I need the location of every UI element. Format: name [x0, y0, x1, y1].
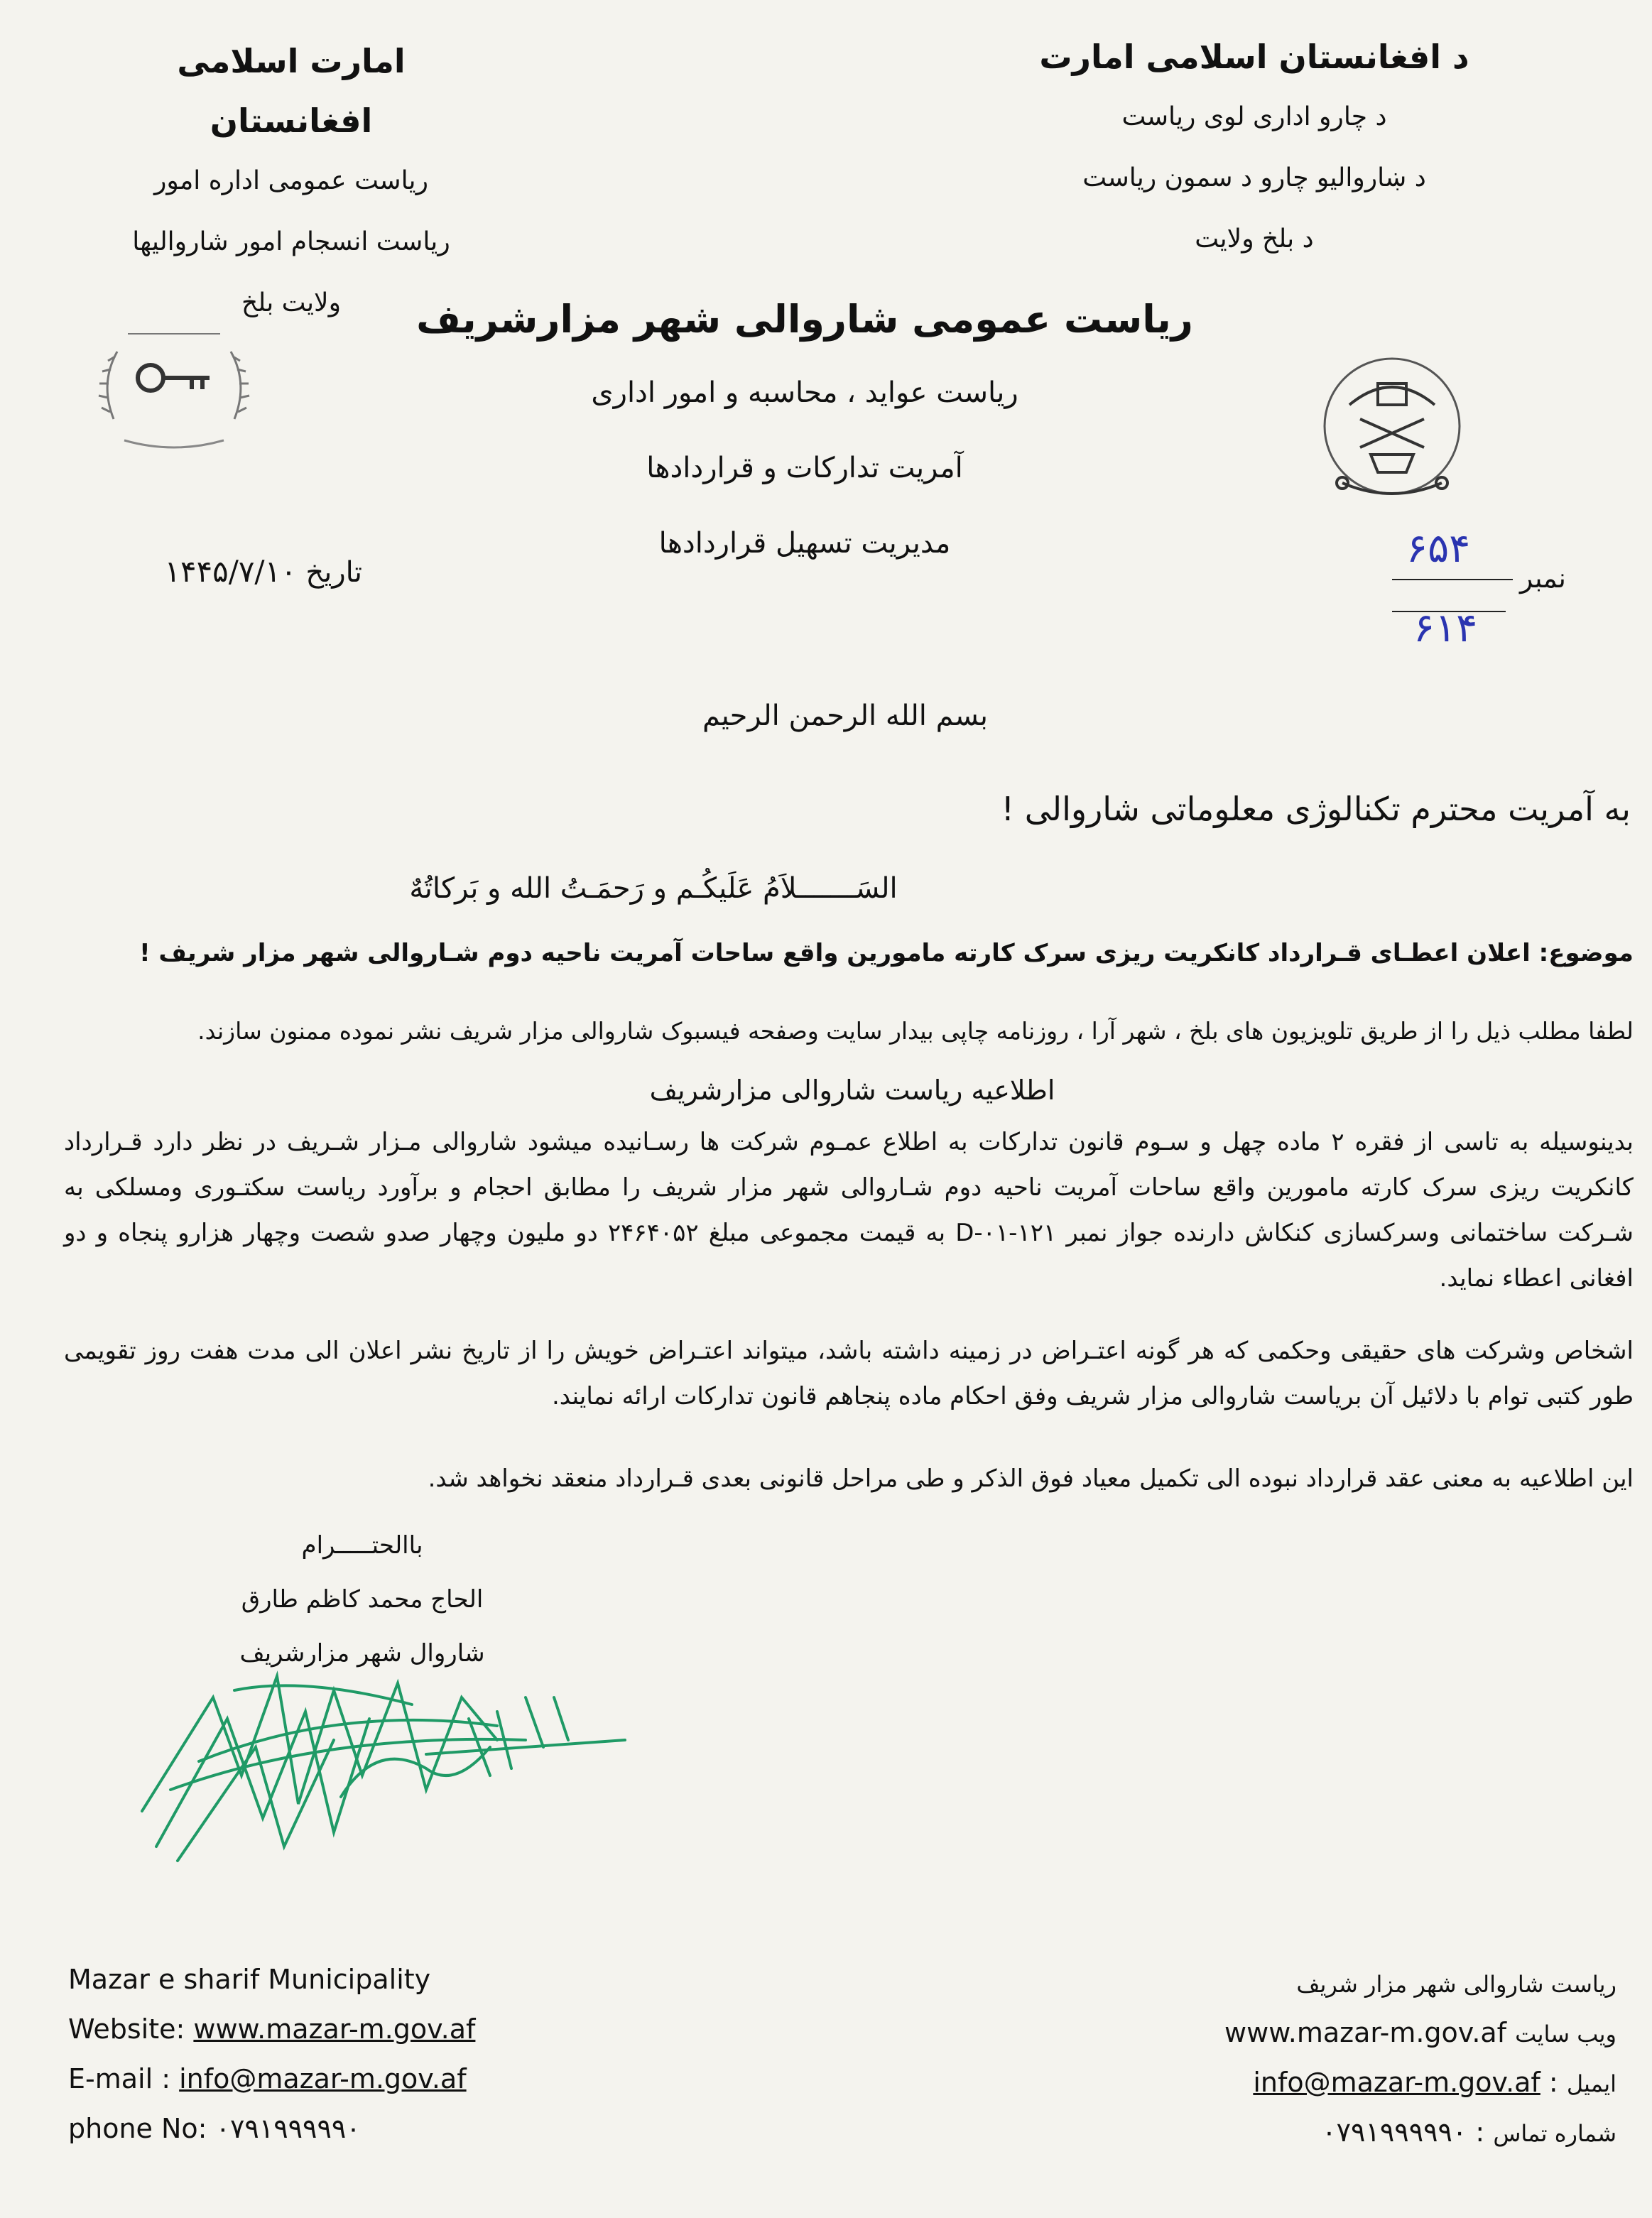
footer-right-website-row — [1119, 2008, 1616, 2058]
paragraph-1: بدینوسیله به تاسی از فقره ۲ ماده چهل و سـوم قانون تدارکات به اطلاع عمـوم شرکت ها رسـانیده میشود شاروالی مـزار شـریف در نظر دارد قـرارداد کانکریت ریزی سرک کارته مامورین واقع ساحات آمریت ناحیه دوم شـاروالی شهر مزار شریف را مطابق احجام و برآورد ریاست سکتـوری ومسلکی به شـرکت ساختمانی وسرکسازی کنکاش دارنده جواز نمبر D-۰۱-۱۲۱ به قیمت مجموعی مبلغ ۲۴۶۴۰۵۲ دو ملیون وچهار صدو شصت وچهار هزارو پنجاه و دو افغانی اعطاء نماید. — [64, 1128, 1634, 1293]
footer-right-org: ریاست شاروالی شهر مزار شریف — [1296, 1971, 1616, 1998]
footer-right-website-link[interactable]: www.mazar-m.gov.af — [1224, 2017, 1507, 2048]
footer-right-phone: ۰۷۹۱۹۹۹۹۹۰ — [1322, 2116, 1467, 2148]
header-right-line: د چارو اداری لوی ریاست — [1121, 102, 1387, 131]
header-right — [1027, 27, 1482, 270]
date-value: ۱۴۴۵/۷/۱۰ — [164, 554, 297, 589]
footer-right-email-link[interactable]: info@mazar-m.gov.af — [1253, 2067, 1540, 2098]
paragraph-3: این اطلاعیه به معنی عقد قرارداد نبوده الی تکمیل معیاد فوق الذکر و طی مراحل قانونی بعدی قـرارداد منعقد نخواهد شد. — [428, 1464, 1634, 1493]
footer-left-website-label: Website: — [68, 2013, 185, 2045]
center-header-line: ریاست عواید ، محاسبه و امور اداری — [591, 376, 1018, 409]
municipality-emblem — [85, 312, 263, 462]
subject-text: اعلان اعطـای قـرارداد کانکریت ریزی سرک کارته مامورین واقع ساحات آمریت ناحیه دوم شـاروالی شهر مزار شریف ! — [139, 939, 1531, 967]
request-text: لطفا مطلب ذیل را از طریق تلویزیون های بلخ ، شهر آرا ، روزنامه چاپی بیدار سایت وصفحه فیسبوک شاروالی مزار شریف نشر نموده ممنون سازند. — [197, 1017, 1634, 1045]
header-left-title: امارت اسلامی افغانستان — [177, 42, 406, 140]
center-header-line: آمریت تدارکات و قراردادها — [646, 452, 963, 484]
header-right-line: د ښاروالیو چارو د سمون ریاست — [1082, 163, 1426, 192]
addressee: به آمریت محترم تکنالوژی معلوماتی شاروالی ! — [1001, 790, 1631, 828]
header-left-line: ولایت بلخ — [241, 288, 341, 317]
basmala: بسم الله الرحمن الرحیم — [702, 700, 989, 732]
emirate-emblem-icon — [1307, 341, 1477, 511]
center-header-title: ریاست عمومی شاروالی شهر مزارشریف — [416, 297, 1193, 342]
footer-right-phone-label: شماره تماس — [1493, 2120, 1616, 2147]
footer-right-email-row: ایمیل : info@mazar-m.gov.af — [1253, 2067, 1616, 2098]
header-right-line: د بلخ ولایت — [1195, 224, 1314, 254]
subject-line — [71, 939, 1634, 967]
number-block — [1392, 526, 1605, 653]
header-right-title: د افغانستان اسلامی امارت — [1039, 38, 1469, 76]
closing-position: شاروال شهر مزارشریف — [239, 1639, 485, 1668]
center-header-line: مدیریت تسهیل قراردادها — [658, 527, 951, 560]
footer-left-email-label: E-mail — [68, 2063, 153, 2094]
signature-scribble — [128, 1633, 639, 1889]
footer-left-website-link[interactable]: www.mazar-m.gov.af — [193, 2013, 476, 2045]
footer-left-email-row: E-mail : info@mazar-m.gov.af — [68, 2063, 467, 2094]
number-rule — [1392, 579, 1513, 580]
number-top: ۶۵۴ — [1406, 526, 1471, 572]
notice-title: اطلاعیه ریاست شاروالی مزارشریف — [649, 1075, 1055, 1106]
key-icon — [85, 312, 263, 462]
footer-left-website-row — [68, 2004, 636, 2054]
number-label: نمبر — [1520, 562, 1566, 594]
footer-left-org: Mazar e sharif Municipality — [68, 1964, 431, 1995]
footer-left — [68, 1955, 636, 2153]
footer-right-email-label: ایمیل — [1566, 2070, 1616, 2097]
footer-left-email-link[interactable]: info@mazar-m.gov.af — [179, 2063, 467, 2094]
signature — [128, 1633, 639, 1889]
subject-label: موضوع: — [1538, 939, 1634, 967]
footer-right-phone-row: شماره تماس : ۰۷۹۱۹۹۹۹۹۰ — [1322, 2116, 1616, 2148]
footer-left-phone-row — [68, 2104, 636, 2153]
header-left-line: ریاست عمومی اداره امور — [154, 166, 428, 195]
footer-left-phone: ۰۷۹۱۹۹۹۹۹۰ — [215, 2113, 361, 2144]
footer-right — [1119, 1960, 1616, 2158]
footer-left-phone-label: phone No: — [68, 2113, 207, 2144]
date-block — [107, 554, 362, 589]
emirate-emblem — [1307, 341, 1477, 511]
paragraph-2: اشخاص وشرکت های حقیقی وحکمی که هر گونه اعتـراض در زمینه داشته باشد، میتواند اعتـراض خویش را از تاریخ نشر اعلان الی مدت هفت روز تقویمی طور کتبی توام با دلائیل آن بریاست شاروالی مزار شریف وفق احکام ماده پنجاهم قانون تدارکات ارائه نمایند. — [64, 1337, 1634, 1410]
closing-respect: باالحتـــــرام — [301, 1531, 423, 1560]
greeting: السَـــــــلاَمُ عَلَیکُـم و رَحمَـتُ الله و بَرکاتُهٌ — [409, 872, 898, 905]
closing-name: الحاج محمد کاظم طارق — [241, 1585, 484, 1614]
center-header — [414, 284, 1195, 581]
header-left-line: ریاست انسجام امور شاروالیها — [132, 227, 450, 256]
footer-right-website-label: ویب سایت — [1515, 2021, 1616, 2048]
date-label: تاریخ — [305, 556, 362, 589]
number-bottom: ۶۱۴ — [1413, 605, 1478, 651]
